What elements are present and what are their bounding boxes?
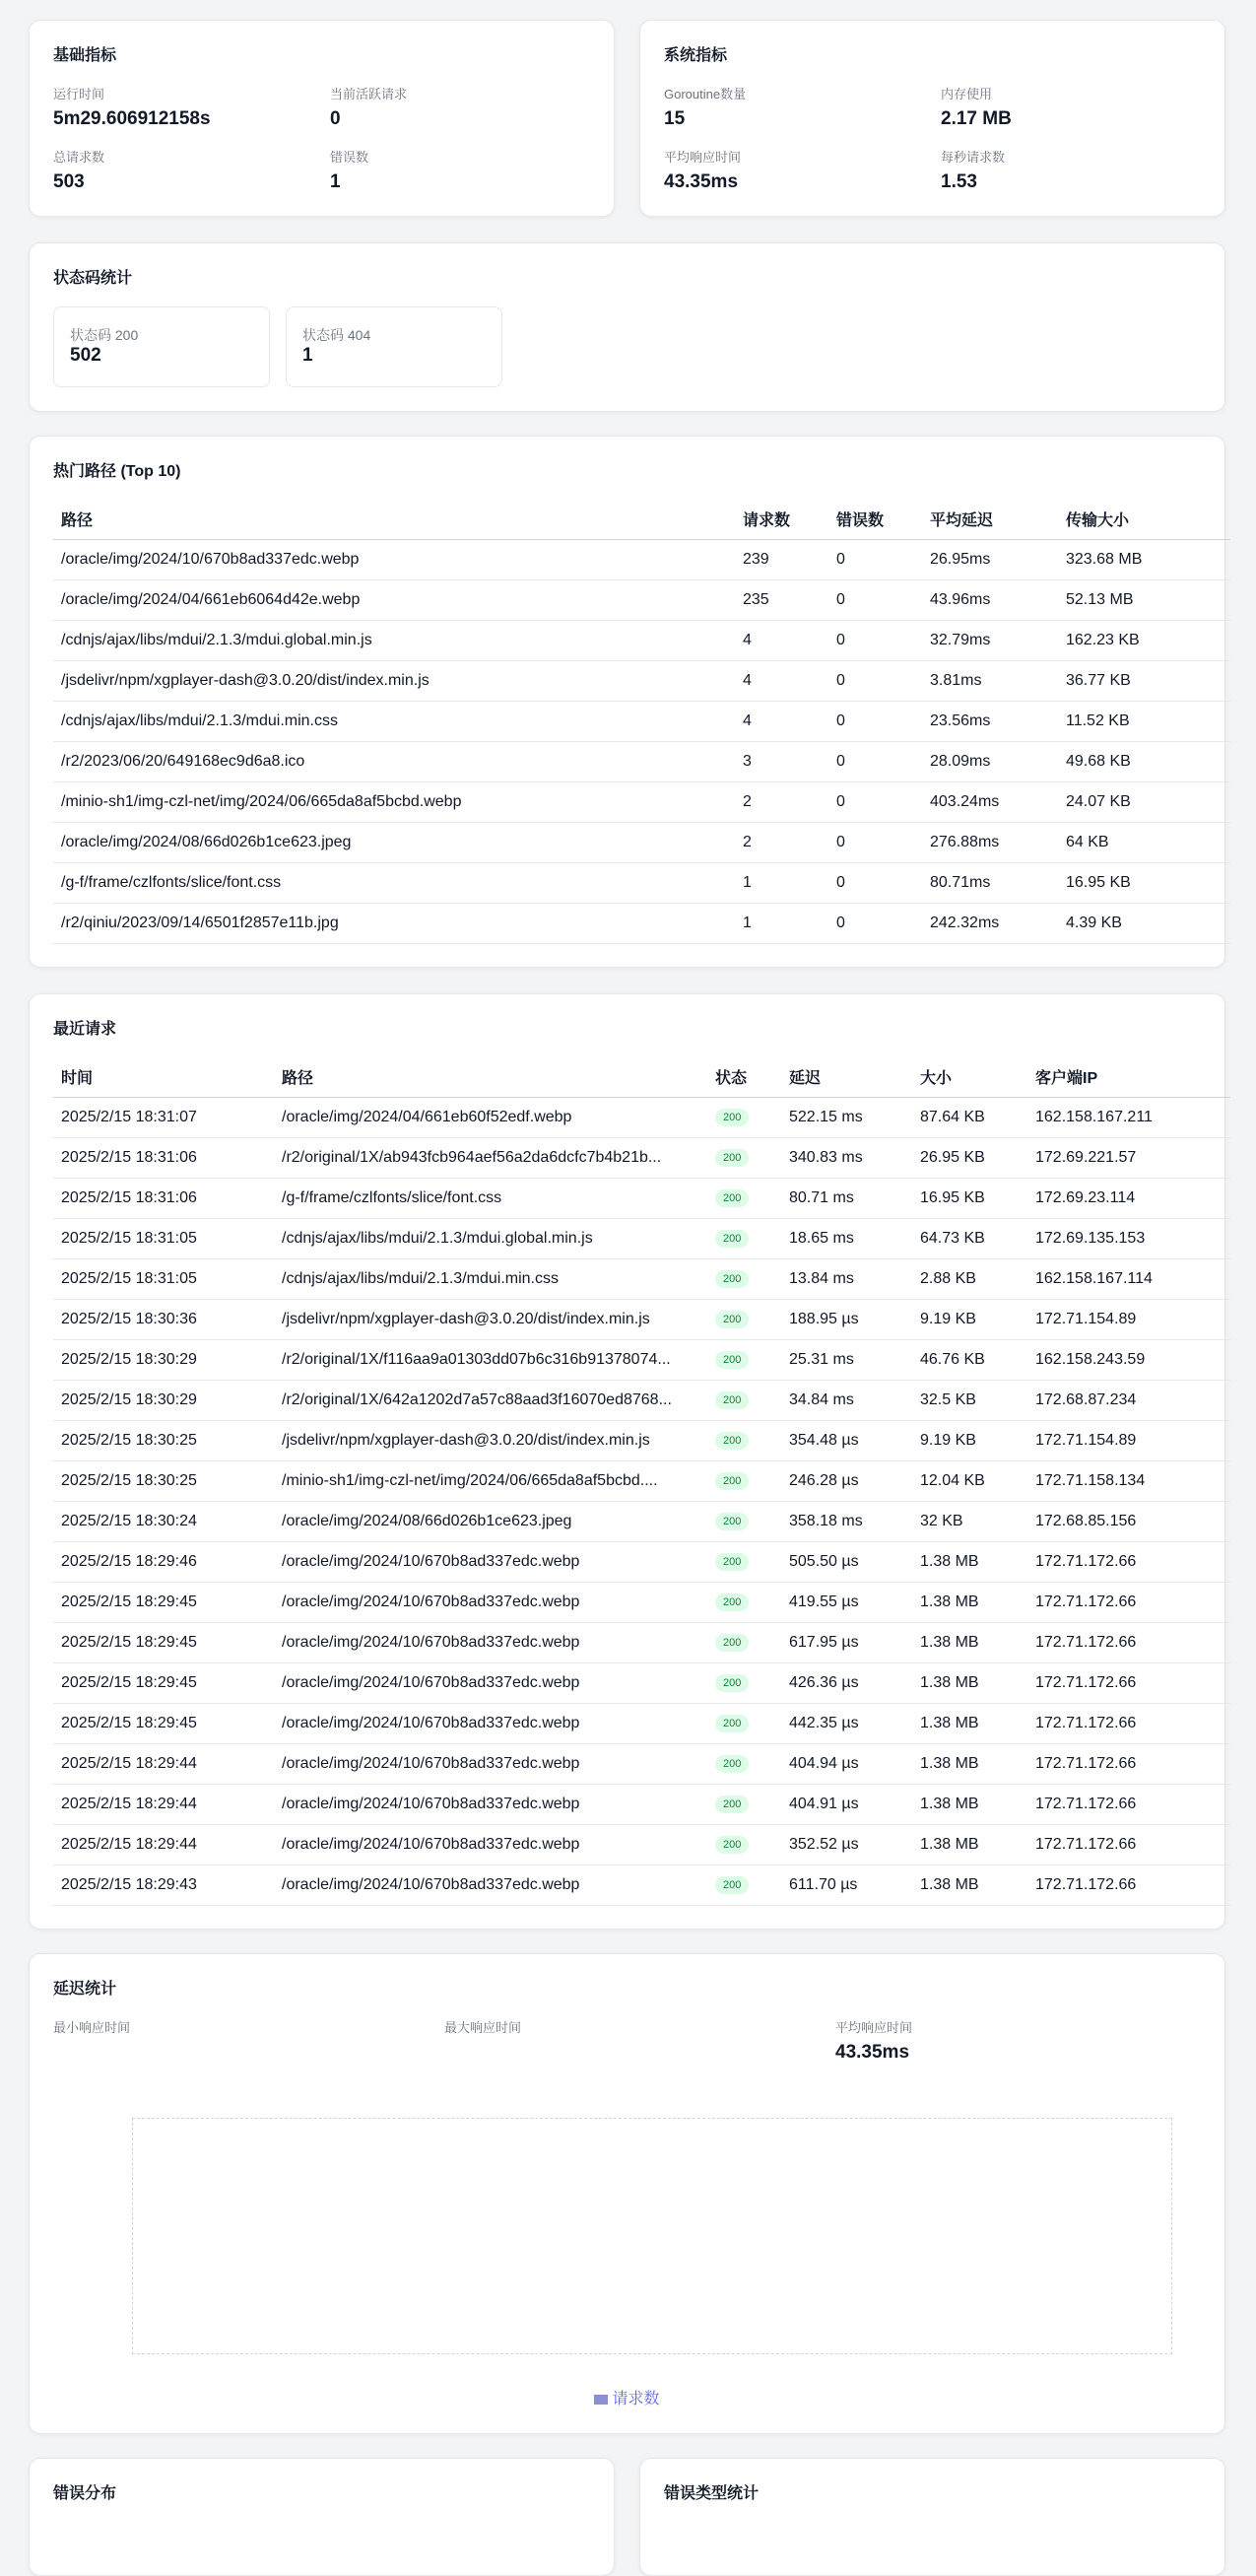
status-badge: 200	[715, 1351, 749, 1369]
status-cell	[707, 1864, 781, 1905]
table-cell: /oracle/img/2024/08/66d026b1ce623.jpeg	[274, 1501, 707, 1541]
status-cell	[707, 1541, 781, 1582]
table-row[interactable]	[53, 1178, 1230, 1218]
table-row[interactable]	[53, 1299, 1230, 1339]
goroutine-value: 15	[664, 108, 686, 129]
table-cell: /g-f/frame/czlfonts/slice/font.css	[53, 862, 735, 903]
table-row[interactable]	[53, 1541, 1230, 1582]
status-cell	[707, 1420, 781, 1460]
table-cell: 25.31 ms	[781, 1339, 912, 1380]
table-cell: 162.23 KB	[1058, 620, 1230, 660]
table-cell: /minio-sh1/img-czl-net/img/2024/06/665da8af5bcbd....	[274, 1460, 707, 1501]
table-cell: 2025/2/15 18:30:29	[53, 1380, 274, 1420]
table-cell: /r2/qiniu/2023/09/14/6501f2857e11b.jpg	[53, 903, 735, 943]
table-cell: 172.71.172.66	[1027, 1582, 1230, 1622]
status-badge: 200	[715, 1715, 749, 1732]
table-cell: /oracle/img/2024/04/661eb60f52edf.webp	[274, 1097, 707, 1137]
column-header: 错误数	[828, 500, 922, 539]
status-cell	[707, 1824, 781, 1864]
legend-swatch	[594, 2395, 608, 2405]
table-row[interactable]	[53, 701, 1230, 741]
goroutine-metric	[664, 84, 746, 130]
status-code-box	[286, 306, 502, 387]
table-cell: 2	[735, 822, 828, 862]
status-badge: 200	[715, 1149, 749, 1167]
table-cell: 64 KB	[1058, 822, 1230, 862]
avg-latency-value: 43.35ms	[835, 2042, 910, 2063]
table-cell: 46.76 KB	[912, 1339, 1027, 1380]
table-row[interactable]	[53, 741, 1230, 781]
table-cell: 2025/2/15 18:31:05	[53, 1218, 274, 1258]
active-requests-metric	[330, 84, 407, 130]
top-paths-card	[29, 436, 1225, 968]
table-cell: 2025/2/15 18:30:29	[53, 1339, 274, 1380]
table-cell: 24.07 KB	[1058, 781, 1230, 822]
status-cell	[707, 1743, 781, 1784]
table-cell: 9.19 KB	[912, 1420, 1027, 1460]
status-cell	[707, 1218, 781, 1258]
system-metrics-title: 系统指标	[664, 47, 728, 64]
table-cell: /jsdelivr/npm/xgplayer-dash@3.0.20/dist/index.min.js	[274, 1299, 707, 1339]
table-row[interactable]	[53, 1703, 1230, 1743]
total-requests-value: 503	[53, 171, 85, 192]
memory-label: 内存使用	[941, 87, 993, 102]
table-cell: 4	[735, 701, 828, 741]
table-cell: 2025/2/15 18:30:25	[53, 1460, 274, 1501]
table-cell: 2025/2/15 18:29:45	[53, 1703, 274, 1743]
rps-metric	[941, 147, 1005, 193]
table-cell: 26.95ms	[922, 539, 1058, 579]
table-cell: /cdnjs/ajax/libs/mdui/2.1.3/mdui.global.min.js	[274, 1218, 707, 1258]
table-row[interactable]	[53, 1743, 1230, 1784]
table-header-row	[53, 1057, 1230, 1097]
table-cell: 2025/2/15 18:31:05	[53, 1258, 274, 1299]
error-distribution-card	[29, 2458, 615, 2576]
table-cell: 34.84 ms	[781, 1380, 912, 1420]
status-cell	[707, 1703, 781, 1743]
uptime-metric	[53, 84, 211, 130]
table-cell: 43.96ms	[922, 579, 1058, 620]
table-cell: 246.28 µs	[781, 1460, 912, 1501]
status-badge: 200	[715, 1674, 749, 1692]
table-cell: 611.70 µs	[781, 1864, 912, 1905]
table-cell: 87.64 KB	[912, 1097, 1027, 1137]
table-row[interactable]	[53, 903, 1230, 943]
table-cell: 2025/2/15 18:30:36	[53, 1299, 274, 1339]
table-cell: 80.71 ms	[781, 1178, 912, 1218]
table-cell: 162.158.167.211	[1027, 1097, 1230, 1137]
table-cell: 13.84 ms	[781, 1258, 912, 1299]
table-cell: 172.71.172.66	[1027, 1541, 1230, 1582]
table-cell: 0	[828, 579, 922, 620]
table-cell: 3	[735, 741, 828, 781]
table-cell: 162.158.167.114	[1027, 1258, 1230, 1299]
table-cell: 1.38 MB	[912, 1864, 1027, 1905]
error-distribution-title: 错误分布	[53, 2485, 117, 2502]
status-badge: 200	[715, 1836, 749, 1854]
table-cell: /cdnjs/ajax/libs/mdui/2.1.3/mdui.global.min.js	[53, 620, 735, 660]
table-row[interactable]	[53, 1218, 1230, 1258]
table-cell: 32 KB	[912, 1501, 1027, 1541]
table-cell: 16.95 KB	[1058, 862, 1230, 903]
table-cell: 352.52 µs	[781, 1824, 912, 1864]
table-cell: 28.09ms	[922, 741, 1058, 781]
table-cell: 276.88ms	[922, 822, 1058, 862]
table-cell: 2025/2/15 18:29:45	[53, 1582, 274, 1622]
table-cell: /oracle/img/2024/10/670b8ad337edc.webp	[274, 1582, 707, 1622]
table-cell: 419.55 µs	[781, 1582, 912, 1622]
table-cell: 2025/2/15 18:30:24	[53, 1501, 274, 1541]
table-cell: /jsdelivr/npm/xgplayer-dash@3.0.20/dist/index.min.js	[53, 660, 735, 701]
column-header: 路径	[274, 1057, 707, 1097]
column-header: 请求数	[735, 500, 828, 539]
table-row[interactable]	[53, 1864, 1230, 1905]
status-badge: 200	[715, 1230, 749, 1248]
table-cell: 505.50 µs	[781, 1541, 912, 1582]
status-code-label: 状态码 404	[302, 327, 371, 343]
status-cell	[707, 1622, 781, 1662]
status-badge: 200	[715, 1513, 749, 1530]
table-cell: 49.68 KB	[1058, 741, 1230, 781]
status-badge: 200	[715, 1876, 749, 1894]
table-row[interactable]	[53, 1097, 1230, 1137]
avg-response-metric	[664, 147, 741, 193]
table-cell: 172.69.221.57	[1027, 1137, 1230, 1178]
goroutine-label: Goroutine数量	[664, 87, 747, 102]
table-cell: 162.158.243.59	[1027, 1339, 1230, 1380]
table-row[interactable]	[53, 579, 1230, 620]
table-cell: 323.68 MB	[1058, 539, 1230, 579]
table-cell: /oracle/img/2024/08/66d026b1ce623.jpeg	[53, 822, 735, 862]
table-cell: 11.52 KB	[1058, 701, 1230, 741]
table-cell: 2025/2/15 18:31:06	[53, 1178, 274, 1218]
table-cell: 2	[735, 781, 828, 822]
table-cell: /minio-sh1/img-czl-net/img/2024/06/665da8af5bcbd.webp	[53, 781, 735, 822]
table-cell: 172.71.154.89	[1027, 1299, 1230, 1339]
active-requests-label: 当前活跃请求	[330, 87, 408, 102]
table-cell: 239	[735, 539, 828, 579]
table-row[interactable]	[53, 1824, 1230, 1864]
table-cell: 1	[735, 862, 828, 903]
status-badge: 200	[715, 1270, 749, 1288]
table-cell: /oracle/img/2024/10/670b8ad337edc.webp	[274, 1824, 707, 1864]
table-cell: 1.38 MB	[912, 1662, 1027, 1703]
status-badge: 200	[715, 1755, 749, 1773]
status-code-label: 状态码 200	[70, 327, 139, 343]
table-cell: 3.81ms	[922, 660, 1058, 701]
rps-value: 1.53	[941, 171, 977, 192]
total-requests-metric	[53, 147, 104, 193]
table-cell: 172.71.172.66	[1027, 1662, 1230, 1703]
table-row[interactable]	[53, 1137, 1230, 1178]
table-cell: 1.38 MB	[912, 1824, 1027, 1864]
table-cell: /oracle/img/2024/10/670b8ad337edc.webp	[274, 1784, 707, 1824]
table-cell: /oracle/img/2024/04/661eb6064d42e.webp	[53, 579, 735, 620]
table-row[interactable]	[53, 1258, 1230, 1299]
table-cell: 2025/2/15 18:29:45	[53, 1622, 274, 1662]
table-row[interactable]	[53, 1582, 1230, 1622]
table-cell: 172.71.172.66	[1027, 1784, 1230, 1824]
column-header: 时间	[53, 1057, 274, 1097]
table-cell: 426.36 µs	[781, 1662, 912, 1703]
status-cell	[707, 1784, 781, 1824]
table-cell: 4	[735, 660, 828, 701]
table-row[interactable]	[53, 1622, 1230, 1662]
memory-value: 2.17 MB	[941, 108, 1012, 129]
table-cell: 172.69.135.153	[1027, 1218, 1230, 1258]
status-badge: 200	[715, 1634, 749, 1652]
table-cell: 2025/2/15 18:29:44	[53, 1824, 274, 1864]
status-badge: 200	[715, 1391, 749, 1409]
table-cell: /r2/original/1X/ab943fcb964aef56a2da6dcfc7b4b21b...	[274, 1137, 707, 1178]
table-cell: 0	[828, 822, 922, 862]
latency-stats-card	[29, 1953, 1225, 2434]
table-cell: 1.38 MB	[912, 1743, 1027, 1784]
table-row[interactable]	[53, 1339, 1230, 1380]
table-cell: 1	[735, 903, 828, 943]
table-cell: 172.71.172.66	[1027, 1622, 1230, 1662]
table-cell: /oracle/img/2024/10/670b8ad337edc.webp	[53, 539, 735, 579]
table-cell: 172.71.158.134	[1027, 1460, 1230, 1501]
table-cell: 403.24ms	[922, 781, 1058, 822]
status-badge: 200	[715, 1189, 749, 1207]
table-cell: /oracle/img/2024/10/670b8ad337edc.webp	[274, 1541, 707, 1582]
table-row[interactable]	[53, 781, 1230, 822]
table-cell: 2025/2/15 18:29:43	[53, 1864, 274, 1905]
table-row[interactable]	[53, 1662, 1230, 1703]
table-cell: 1.38 MB	[912, 1541, 1027, 1582]
table-cell: 354.48 µs	[781, 1420, 912, 1460]
table-cell: /oracle/img/2024/10/670b8ad337edc.webp	[274, 1864, 707, 1905]
table-cell: 617.95 µs	[781, 1622, 912, 1662]
table-cell: /r2/original/1X/642a1202d7a57c88aad3f16070ed8768...	[274, 1380, 707, 1420]
recent-requests-card	[29, 993, 1225, 1930]
table-row[interactable]	[53, 1501, 1230, 1541]
table-cell: 172.71.172.66	[1027, 1824, 1230, 1864]
table-row[interactable]	[53, 862, 1230, 903]
table-cell: /cdnjs/ajax/libs/mdui/2.1.3/mdui.min.css	[53, 701, 735, 741]
table-cell: 172.68.85.156	[1027, 1501, 1230, 1541]
status-codes-title: 状态码统计	[53, 270, 133, 287]
table-cell: 2025/2/15 18:29:46	[53, 1541, 274, 1582]
table-cell: 26.95 KB	[912, 1137, 1027, 1178]
chart-legend[interactable]	[30, 2386, 1224, 2408]
table-cell: /oracle/img/2024/10/670b8ad337edc.webp	[274, 1622, 707, 1662]
recent-requests-table	[53, 1057, 1230, 1906]
table-cell: 64.73 KB	[912, 1218, 1027, 1258]
avg-response-label: 平均响应时间	[664, 150, 742, 165]
table-cell: 172.71.154.89	[1027, 1420, 1230, 1460]
table-cell: 358.18 ms	[781, 1501, 912, 1541]
table-cell: 522.15 ms	[781, 1097, 912, 1137]
table-cell: 1.38 MB	[912, 1622, 1027, 1662]
error-count-metric	[330, 147, 368, 193]
table-cell: 172.68.87.234	[1027, 1380, 1230, 1420]
avg-response-value: 43.35ms	[664, 171, 739, 192]
status-codes-card	[29, 242, 1225, 412]
table-cell: /r2/original/1X/f116aa9a01303dd07b6c316b91378074...	[274, 1339, 707, 1380]
table-cell: 0	[828, 539, 922, 579]
table-cell: 2.88 KB	[912, 1258, 1027, 1299]
table-cell: /r2/2023/06/20/649168ec9d6a8.ico	[53, 741, 735, 781]
table-cell: 0	[828, 701, 922, 741]
error-count-value: 1	[330, 171, 341, 192]
table-cell: 16.95 KB	[912, 1178, 1027, 1218]
table-cell: 36.77 KB	[1058, 660, 1230, 701]
table-row[interactable]	[53, 1784, 1230, 1824]
status-badge: 200	[715, 1432, 749, 1450]
status-cell	[707, 1501, 781, 1541]
rps-label: 每秒请求数	[941, 150, 1006, 165]
column-header: 传输大小	[1058, 500, 1230, 539]
error-types-card	[639, 2458, 1225, 2576]
min-latency-label: 最小响应时间	[53, 2020, 131, 2035]
table-cell: 2025/2/15 18:29:45	[53, 1662, 274, 1703]
uptime-label: 运行时间	[53, 87, 105, 102]
top-paths-title: 热门路径 (Top 10)	[53, 463, 181, 480]
active-requests-value: 0	[330, 108, 341, 129]
table-cell: 188.95 µs	[781, 1299, 912, 1339]
table-cell: 2025/2/15 18:30:25	[53, 1420, 274, 1460]
table-cell: 172.71.172.66	[1027, 1864, 1230, 1905]
column-header: 客户端IP	[1027, 1057, 1230, 1097]
table-row[interactable]	[53, 660, 1230, 701]
top-paths-table	[53, 500, 1230, 944]
table-cell: 2025/2/15 18:31:07	[53, 1097, 274, 1137]
table-cell: 235	[735, 579, 828, 620]
table-row[interactable]	[53, 620, 1230, 660]
status-cell	[707, 1460, 781, 1501]
status-badge: 200	[715, 1472, 749, 1490]
table-cell: 0	[828, 903, 922, 943]
column-header: 延迟	[781, 1057, 912, 1097]
column-header: 大小	[912, 1057, 1027, 1097]
table-cell: 1.38 MB	[912, 1784, 1027, 1824]
table-cell: 9.19 KB	[912, 1299, 1027, 1339]
system-metrics-card	[639, 20, 1225, 217]
table-cell: 12.04 KB	[912, 1460, 1027, 1501]
table-cell: 172.69.23.114	[1027, 1178, 1230, 1218]
uptime-value: 5m29.606912158s	[53, 108, 211, 129]
table-cell: 0	[828, 660, 922, 701]
table-header-row	[53, 500, 1230, 539]
avg-latency-label: 平均响应时间	[835, 2020, 913, 2035]
max-latency-label: 最大响应时间	[444, 2020, 522, 2035]
table-cell: 80.71ms	[922, 862, 1058, 903]
table-cell: 2025/2/15 18:29:44	[53, 1784, 274, 1824]
status-cell	[707, 1380, 781, 1420]
basic-metrics-title: 基础指标	[53, 47, 117, 64]
status-cell	[707, 1582, 781, 1622]
table-cell: 1.38 MB	[912, 1703, 1027, 1743]
latency-stats-title: 延迟统计	[53, 1981, 117, 1998]
table-cell: 18.65 ms	[781, 1218, 912, 1258]
table-cell: 23.56ms	[922, 701, 1058, 741]
max-latency-metric	[444, 2017, 521, 2042]
status-cell	[707, 1097, 781, 1137]
table-cell: 2025/2/15 18:29:44	[53, 1743, 274, 1784]
total-requests-label: 总请求数	[53, 150, 105, 165]
table-cell: 1.38 MB	[912, 1582, 1027, 1622]
table-cell: 442.35 µs	[781, 1703, 912, 1743]
table-cell: 0	[828, 862, 922, 903]
basic-metrics-card	[29, 20, 615, 217]
status-badge: 200	[715, 1796, 749, 1813]
latency-chart-area	[132, 2118, 1172, 2354]
status-code-count: 1	[302, 345, 313, 366]
status-badge: 200	[715, 1553, 749, 1571]
status-code-box	[53, 306, 270, 387]
column-header: 路径	[53, 500, 735, 539]
status-cell	[707, 1662, 781, 1703]
table-cell: 0	[828, 741, 922, 781]
table-row[interactable]	[53, 822, 1230, 862]
status-cell	[707, 1299, 781, 1339]
table-cell: 172.71.172.66	[1027, 1703, 1230, 1743]
table-cell: /cdnjs/ajax/libs/mdui/2.1.3/mdui.min.css	[274, 1258, 707, 1299]
status-cell	[707, 1339, 781, 1380]
table-cell: /oracle/img/2024/10/670b8ad337edc.webp	[274, 1703, 707, 1743]
status-cell	[707, 1258, 781, 1299]
min-latency-metric	[53, 2017, 130, 2042]
table-cell: 242.32ms	[922, 903, 1058, 943]
table-cell: 404.91 µs	[781, 1784, 912, 1824]
table-cell: 4	[735, 620, 828, 660]
status-cell	[707, 1178, 781, 1218]
status-badge: 200	[715, 1311, 749, 1328]
table-cell: 0	[828, 781, 922, 822]
table-cell: 404.94 µs	[781, 1743, 912, 1784]
error-count-label: 错误数	[330, 150, 369, 165]
column-header: 状态	[707, 1057, 781, 1097]
table-cell: 340.83 ms	[781, 1137, 912, 1178]
table-row[interactable]	[53, 1380, 1230, 1420]
table-row[interactable]	[53, 1460, 1230, 1501]
table-cell: /oracle/img/2024/10/670b8ad337edc.webp	[274, 1662, 707, 1703]
table-cell: 0	[828, 620, 922, 660]
recent-requests-title: 最近请求	[53, 1021, 117, 1038]
status-code-count: 502	[70, 345, 101, 366]
avg-latency-metric	[835, 2017, 912, 2064]
status-badge: 200	[715, 1593, 749, 1611]
table-row[interactable]	[53, 1420, 1230, 1460]
table-cell: 32.79ms	[922, 620, 1058, 660]
table-cell: /oracle/img/2024/10/670b8ad337edc.webp	[274, 1743, 707, 1784]
table-cell: 52.13 MB	[1058, 579, 1230, 620]
error-types-title: 错误类型统计	[664, 2485, 760, 2502]
table-cell: 4.39 KB	[1058, 903, 1230, 943]
table-cell: 172.71.172.66	[1027, 1743, 1230, 1784]
table-cell: /jsdelivr/npm/xgplayer-dash@3.0.20/dist/index.min.js	[274, 1420, 707, 1460]
table-cell: 32.5 KB	[912, 1380, 1027, 1420]
memory-metric	[941, 84, 1012, 130]
legend-label: 请求数	[612, 2391, 660, 2407]
table-cell: 2025/2/15 18:31:06	[53, 1137, 274, 1178]
status-cell	[707, 1137, 781, 1178]
status-badge: 200	[715, 1109, 749, 1126]
column-header: 平均延迟	[922, 500, 1058, 539]
table-cell: /g-f/frame/czlfonts/slice/font.css	[274, 1178, 707, 1218]
table-row[interactable]	[53, 539, 1230, 579]
